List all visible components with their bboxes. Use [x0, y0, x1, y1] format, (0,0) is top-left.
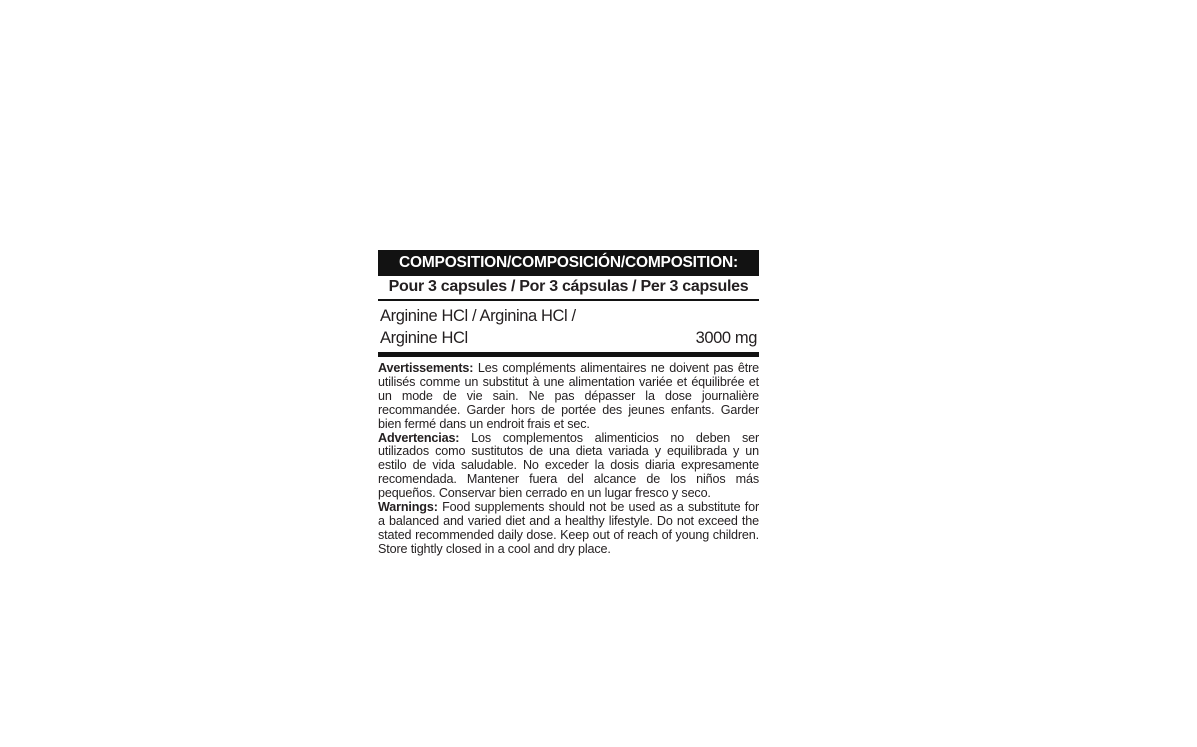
warning-paragraph-es	[378, 432, 759, 502]
warning-text-fr: Les compléments alimentaires ne doivent pas être utilisés comme un substitut à une alimentation variée et équilibrée et un mode de vie sain. Ne pas dépasser la dose journalière recommandée. Garder hors de portée des jeunes enfants. Garder bien fermé dans un endroit frais et sec.	[378, 361, 759, 431]
ingredient-name-line2: Arginine HCl	[380, 329, 468, 347]
warning-text-es: Los complementos alimenticios no deben ser utilizados como sustitutos de una dieta variada y equilibrada y un estilo de vida saludable. No exceder la dosis diaria expresamente recomendada. Mantener fuera del alcance de los niños más pequeños. Conservar bien cerrado en un lugar fresco y seco.	[378, 430, 759, 501]
warning-paragraph-fr	[378, 362, 759, 432]
ingredient-block	[378, 301, 759, 352]
divider-rule	[378, 352, 759, 357]
warning-text-en: Food supplements should not be used as a substitute for a balanced and varied diet and a healthy lifestyle. Do not exceed the stated recommended daily dose. Keep out of reach of young children. Store tightly closed in a cool and dry place.	[378, 500, 759, 556]
warning-label-fr: Avertissements:	[378, 361, 474, 375]
warnings-section	[378, 362, 759, 557]
composition-label	[378, 250, 759, 557]
ingredient-name-line1: Arginine HCl / Arginina HCl /	[380, 307, 576, 325]
warning-label-en: Warnings:	[378, 500, 438, 515]
ingredient-row	[380, 327, 757, 349]
composition-header-bar: COMPOSITION/COMPOSICIÓN/COMPOSITION:	[378, 250, 759, 276]
ingredient-amount: 3000 mg	[695, 329, 757, 347]
warning-paragraph-en	[378, 501, 759, 557]
warning-label-es: Advertencias:	[378, 430, 460, 445]
serving-size-line: Pour 3 capsules / Por 3 cápsulas / Per 3 capsules	[378, 276, 759, 301]
